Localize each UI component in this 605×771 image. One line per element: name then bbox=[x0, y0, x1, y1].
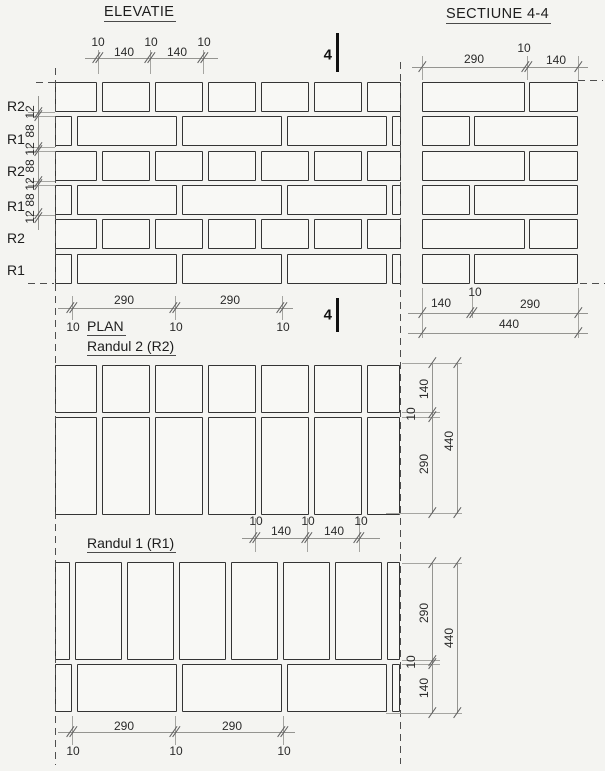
dim-label: 140 bbox=[323, 524, 345, 538]
dim-label: 10 bbox=[249, 514, 263, 528]
plan-randul-1-brick bbox=[55, 562, 70, 660]
plan-randul-1-brick bbox=[77, 664, 177, 712]
elevation-wall-brick bbox=[182, 254, 282, 284]
dim-label: 140 bbox=[545, 53, 567, 67]
dim-label: 10 bbox=[66, 744, 80, 758]
section-wall-brick bbox=[422, 82, 525, 112]
dim-label: 10 bbox=[404, 407, 418, 421]
elevation-wall-brick bbox=[102, 82, 150, 112]
dashed-cut-line bbox=[400, 62, 401, 764]
dim-label: 140 bbox=[270, 524, 292, 538]
section-wall-brick bbox=[529, 82, 578, 112]
elevation-wall-brick bbox=[55, 254, 72, 284]
elevation-title: ELEVATIE bbox=[104, 4, 175, 20]
elevation-wall-brick bbox=[155, 219, 203, 249]
dim-label: 10 bbox=[91, 35, 105, 49]
dim-label: 140 bbox=[166, 45, 188, 59]
section-wall-brick bbox=[422, 116, 470, 146]
elevation-wall-brick bbox=[208, 151, 256, 181]
row-label: R2 bbox=[7, 230, 25, 246]
extension-line bbox=[386, 713, 462, 714]
section-wall-brick bbox=[422, 185, 470, 215]
dimension-line bbox=[457, 563, 458, 713]
elevation-wall-brick bbox=[208, 82, 256, 112]
elevation-wall-brick bbox=[367, 82, 401, 112]
dim-label: 290 bbox=[113, 719, 135, 733]
plan-randul-1-brick bbox=[335, 562, 382, 660]
elevation-wall-brick bbox=[314, 82, 362, 112]
dimension-line bbox=[412, 67, 588, 68]
row-label: R1 bbox=[7, 262, 25, 278]
elevation-wall-brick bbox=[208, 219, 256, 249]
section-wall-brick bbox=[422, 219, 525, 249]
elevation-wall-brick bbox=[287, 254, 387, 284]
section-wall-brick bbox=[474, 185, 578, 215]
section-wall-brick bbox=[529, 219, 578, 249]
elevation-wall-brick bbox=[182, 185, 282, 215]
dim-label: 10 bbox=[404, 655, 418, 669]
section-cut-marker-label: 4 bbox=[323, 306, 332, 324]
dashed-cut-line bbox=[28, 283, 54, 284]
dim-label: 88 bbox=[23, 124, 37, 138]
dim-label: 10 bbox=[468, 285, 482, 299]
plan-row1-title: Randul 1 (R1) bbox=[87, 535, 175, 551]
plan-randul-1-brick bbox=[127, 562, 174, 660]
dim-label: 440 bbox=[498, 317, 520, 331]
plan-randul-1-brick bbox=[287, 664, 387, 712]
elevation-wall-brick bbox=[261, 219, 309, 249]
plan-randul-1-brick bbox=[55, 664, 72, 712]
elevation-wall-brick bbox=[367, 151, 401, 181]
dim-label: 290 bbox=[219, 293, 241, 307]
dim-label: 290 bbox=[417, 453, 431, 475]
dim-label: 10 bbox=[354, 514, 368, 528]
section-wall-brick bbox=[422, 151, 525, 181]
elevation-wall-brick bbox=[314, 151, 362, 181]
dimension-line bbox=[408, 333, 588, 334]
dimension-line bbox=[432, 563, 433, 713]
dim-label: 10 bbox=[197, 35, 211, 49]
elevation-wall-brick bbox=[55, 116, 72, 146]
dashed-cut-line bbox=[55, 68, 56, 765]
dim-label: 12 bbox=[23, 105, 37, 119]
plan-randul-2-brick bbox=[208, 365, 256, 413]
elevation-wall-brick bbox=[77, 116, 177, 146]
plan-randul-1-brick bbox=[75, 562, 122, 660]
plan-randul-1-brick bbox=[231, 562, 278, 660]
row-label: R2 bbox=[7, 98, 25, 114]
dim-label: 140 bbox=[113, 45, 135, 59]
elevation-wall-brick bbox=[314, 219, 362, 249]
dim-label: 10 bbox=[144, 35, 158, 49]
section-cut-marker-bar bbox=[336, 298, 339, 332]
plan-randul-2-brick bbox=[261, 365, 309, 413]
dim-label: 290 bbox=[519, 297, 541, 311]
plan-randul-2-brick bbox=[155, 365, 203, 413]
row-label: R2 bbox=[7, 163, 25, 179]
elevation-wall-brick bbox=[77, 185, 177, 215]
dim-label: 10 bbox=[169, 744, 183, 758]
dim-label: 12 bbox=[23, 210, 37, 224]
plan-randul-1-brick bbox=[179, 562, 226, 660]
dim-label: 290 bbox=[417, 602, 431, 624]
plan-randul-2-brick bbox=[102, 365, 150, 413]
plan-randul-1-brick bbox=[283, 562, 330, 660]
plan-randul-2-brick bbox=[102, 417, 150, 515]
dim-label: 290 bbox=[463, 52, 485, 66]
row-label: R1 bbox=[7, 198, 25, 214]
elevation-wall-brick bbox=[182, 116, 282, 146]
plan-randul-2-brick bbox=[314, 365, 362, 413]
elevation-wall-brick bbox=[77, 254, 177, 284]
section-wall-brick bbox=[529, 151, 578, 181]
dim-label: 10 bbox=[169, 320, 183, 334]
plan-title: PLAN bbox=[87, 318, 124, 334]
elevation-wall-brick bbox=[102, 151, 150, 181]
elevation-wall-brick bbox=[261, 82, 309, 112]
plan-randul-2-brick bbox=[367, 417, 400, 515]
plan-randul-2-brick bbox=[367, 365, 400, 413]
plan-randul-2-brick bbox=[55, 365, 97, 413]
dim-label: 10 bbox=[301, 514, 315, 528]
section-cut-marker-bar bbox=[336, 33, 339, 72]
dim-label: 140 bbox=[430, 296, 452, 310]
dim-label: 10 bbox=[517, 41, 531, 55]
plan-randul-1-brick bbox=[182, 664, 282, 712]
dim-label: 10 bbox=[277, 744, 291, 758]
dim-label: 140 bbox=[417, 378, 431, 400]
elevation-wall-brick bbox=[55, 219, 97, 249]
dim-label: 12 bbox=[23, 177, 37, 191]
section-wall-brick bbox=[474, 116, 578, 146]
section-title: SECTIUNE 4-4 bbox=[446, 6, 550, 22]
plan-randul-1-brick bbox=[387, 562, 400, 660]
plan-randul-1-brick bbox=[392, 664, 400, 712]
section-wall-brick bbox=[422, 254, 470, 284]
dim-label: 12 bbox=[23, 142, 37, 156]
dim-label: 10 bbox=[66, 320, 80, 334]
elevation-wall-brick bbox=[102, 219, 150, 249]
elevation-wall-brick bbox=[55, 185, 72, 215]
dim-label: 88 bbox=[23, 159, 37, 173]
plan-randul-2-brick bbox=[55, 417, 97, 515]
dashed-cut-line bbox=[578, 80, 603, 81]
dimension-line bbox=[432, 363, 433, 513]
dim-label: 88 bbox=[23, 193, 37, 207]
dashed-cut-line bbox=[36, 82, 55, 83]
elevation-wall-brick bbox=[155, 151, 203, 181]
section-cut-marker-label: 4 bbox=[323, 46, 332, 64]
elevation-wall-brick bbox=[287, 116, 387, 146]
elevation-wall-brick bbox=[55, 151, 97, 181]
plan-randul-2-brick bbox=[261, 417, 309, 515]
elevation-wall-brick bbox=[367, 219, 401, 249]
elevation-wall-brick bbox=[155, 82, 203, 112]
plan-row2-title: Randul 2 (R2) bbox=[87, 338, 175, 354]
dim-label: 290 bbox=[221, 719, 243, 733]
elevation-wall-brick bbox=[287, 185, 387, 215]
extension-line bbox=[386, 513, 462, 514]
elevation-wall-brick bbox=[55, 82, 97, 112]
dim-label: 290 bbox=[113, 293, 135, 307]
dimension-line bbox=[408, 313, 588, 314]
section-wall-brick bbox=[474, 254, 578, 284]
dim-label: 10 bbox=[276, 320, 290, 334]
dim-label: 440 bbox=[442, 627, 456, 649]
row-label: R1 bbox=[7, 131, 25, 147]
plan-randul-2-brick bbox=[314, 417, 362, 515]
dim-label: 140 bbox=[417, 677, 431, 699]
dimension-line bbox=[457, 363, 458, 513]
plan-randul-2-brick bbox=[208, 417, 256, 515]
elevation-wall-brick bbox=[261, 151, 309, 181]
plan-randul-2-brick bbox=[155, 417, 203, 515]
dim-label: 440 bbox=[442, 430, 456, 452]
dashed-cut-line bbox=[580, 283, 605, 284]
